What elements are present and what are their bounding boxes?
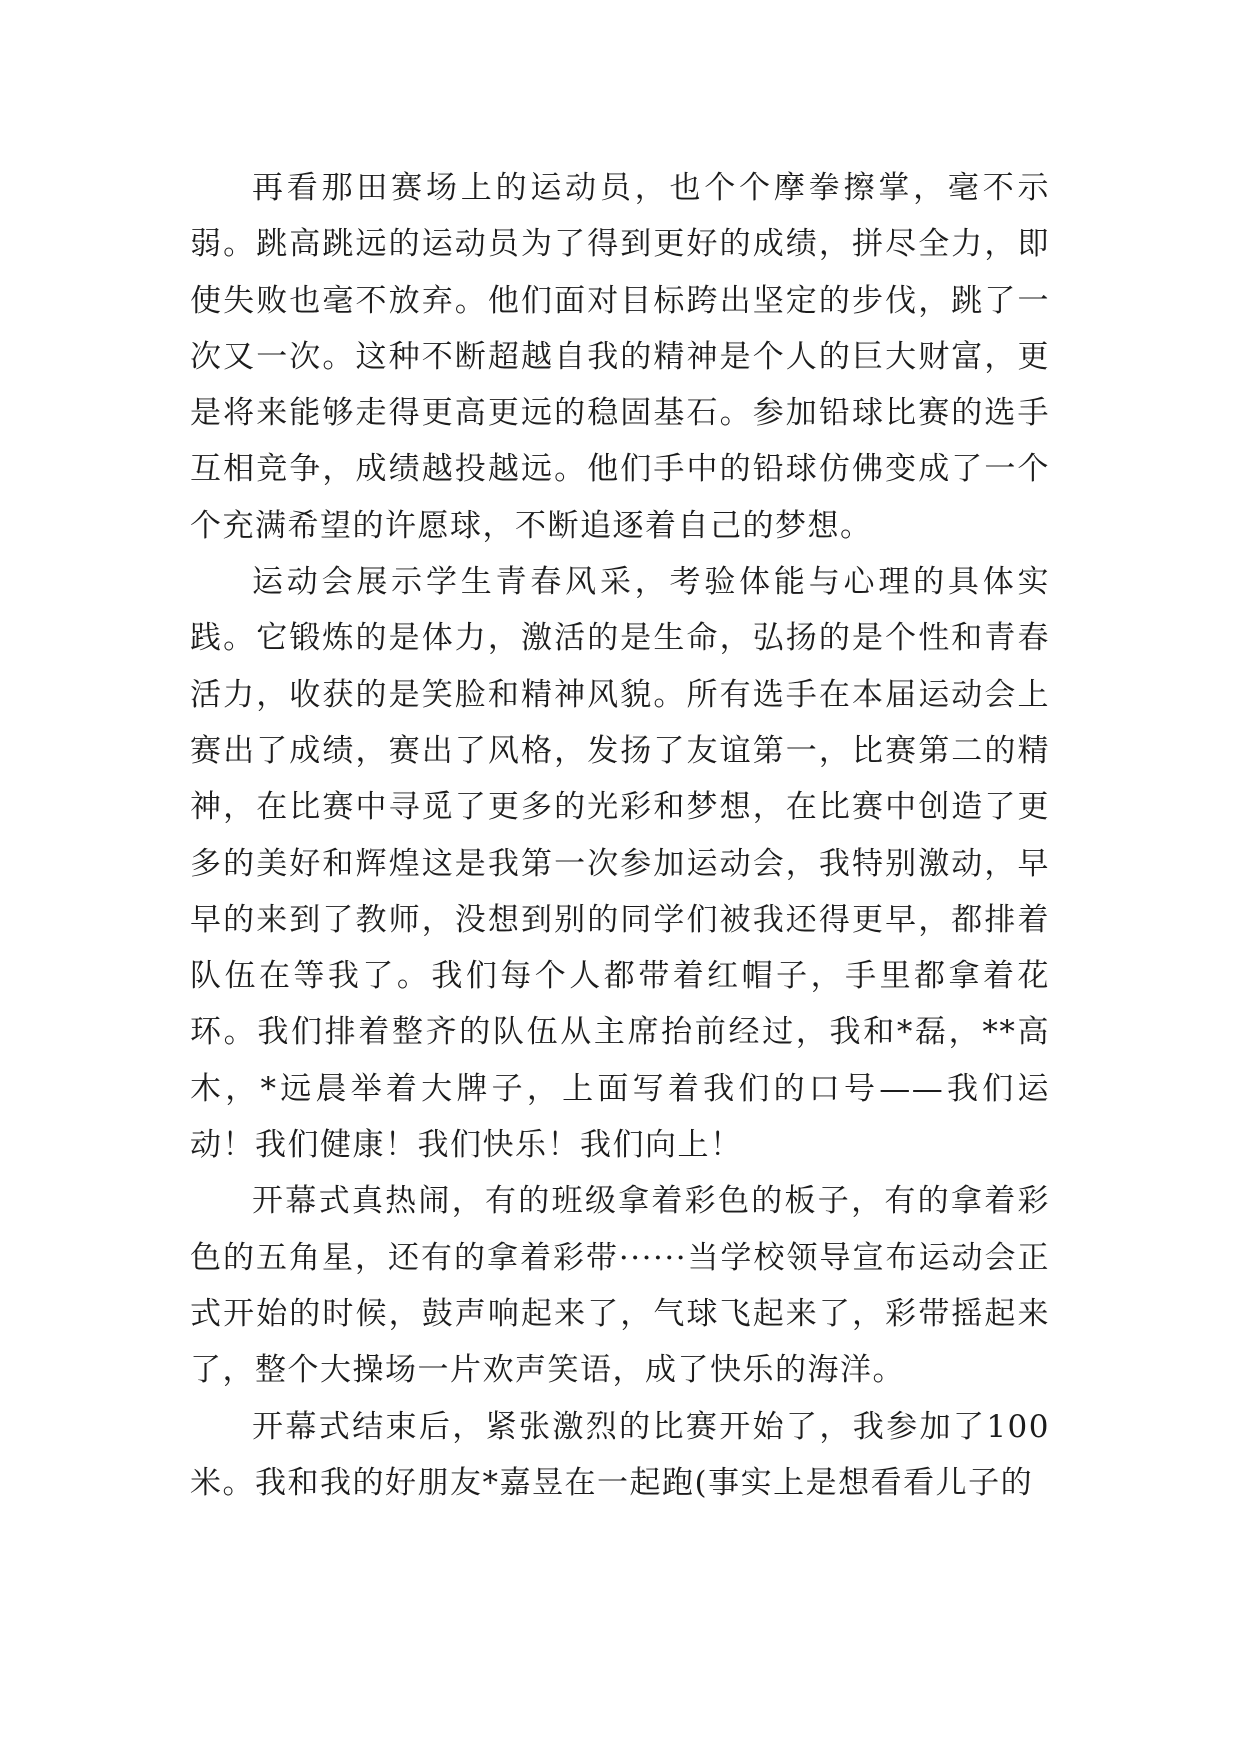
- document-body: [190, 160, 1050, 1511]
- paragraph-3: 开幕式真热闹，有的班级拿着彩色的板子，有的拿着彩色的五角星，还有的拿着彩带······当学校领导宣布运动会正式开始的时候，鼓声响起来了，气球飞起来了，彩带摇起来了，整个大操场一片欢声笑语，成了快乐的海洋。: [190, 1183, 1050, 1389]
- paragraph-1: 再看那田赛场上的运动员，也个个摩拳擦掌，毫不示弱。跳高跳远的运动员为了得到更好的成绩，拼尽全力，即使失败也毫不放弃。他们面对目标跨出坚定的步伐，跳了一次又一次。这种不断超越自我的精神是个人的巨大财富，更是将来能够走得更高更远的稳固基石。参加铅球比赛的选手互相竞争，成绩越投越远。他们手中的铅球仿佛变成了一个个充满希望的许愿球，不断追逐着自己的梦想。: [190, 170, 1050, 544]
- paragraph-2: 运动会展示学生青春风采，考验体能与心理的具体实践。它锻炼的是体力，激活的是生命，弘扬的是个性和青春活力，收获的是笑脸和精神风貌。所有选手在本届运动会上赛出了成绩，赛出了风格，发扬了友谊第一，比赛第二的精神，在比赛中寻觅了更多的光彩和梦想，在比赛中创造了更多的美好和辉煌这是我第一次参加运动会，我特别激动，早早的来到了教师，没想到别的同学们被我还得更早，都排着队伍在等我了。我们每个人都带着红帽子，手里都拿着花环。我们排着整齐的队伍从主席抬前经过，我和*磊，**高木，*远晨举着大牌子，上面写着我们的口号——我们运动！我们健康！我们快乐！我们向上！: [190, 564, 1050, 1164]
- paragraph-4: 开幕式结束后，紧张激烈的比赛开始了，我参加了100米。我和我的好朋友*嘉昱在一起跑(事实上是想看看儿子的: [190, 1408, 1050, 1501]
